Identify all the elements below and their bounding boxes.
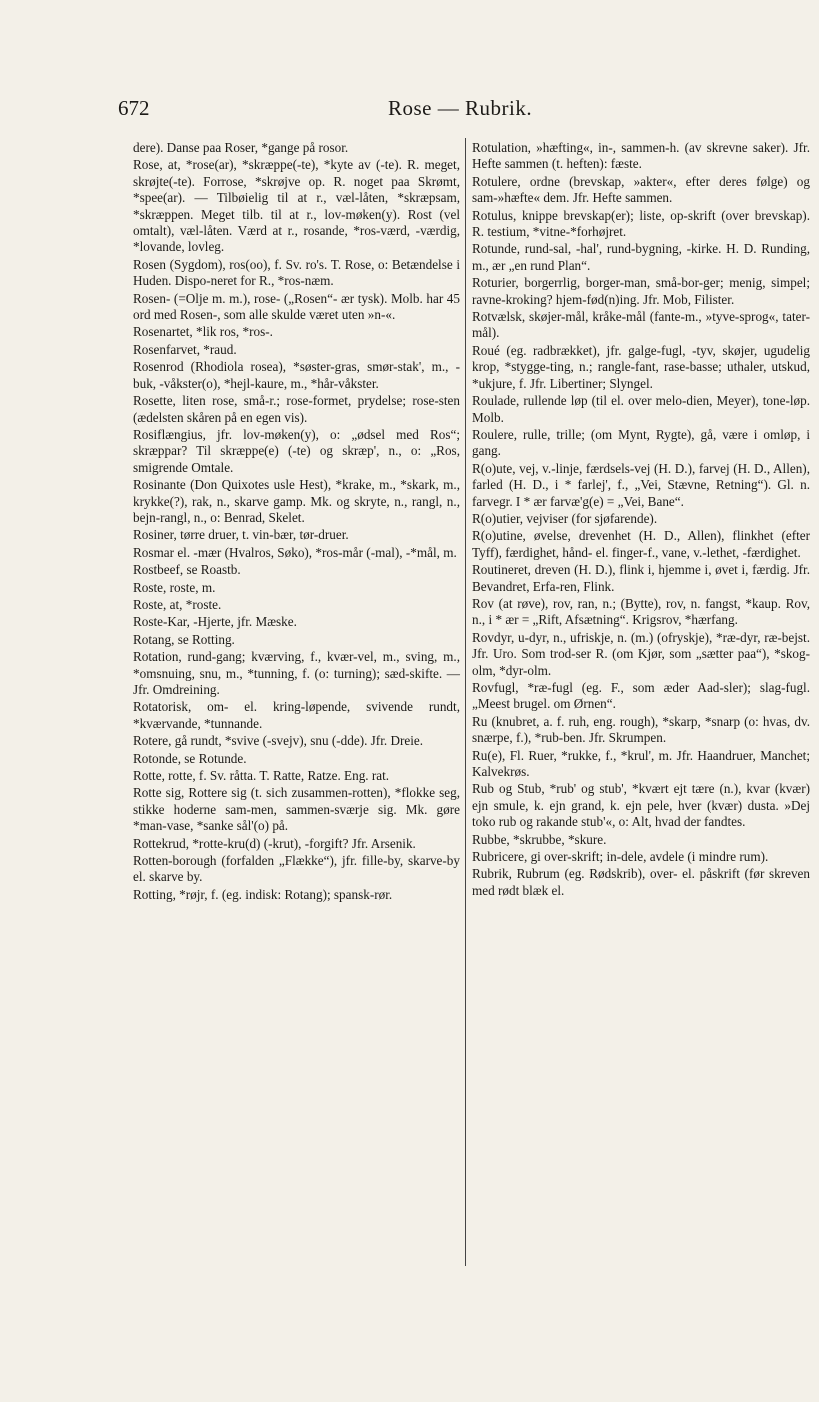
dictionary-entry: Rub og Stub, *rub' og stub', *kvært ejt tære (n.), kvar (kvær) ejn smule, k. ejn grand, k. ejn pele, hver (kvær) dusta. »Dej toko rub og rakande stub'«, o: Alt, hvad der fandtes. xyxy=(472,781,810,830)
dictionary-entry: Rotulation, »hæfting«, in-, sammen-h. (av skrevne saker). Jfr. Hefte sammen (t. heften): fæste. xyxy=(472,140,810,172)
dictionary-entry: Rottekrud, *rotte-kru(d) (-krut), -forgift? Jfr. Arsenik. xyxy=(133,835,416,851)
dictionary-entry: Rov (at røve), rov, ran, n.; (Bytte), rov, n. fangst, *kaup. Rov, n., i * ær = „Rift, Afsætning“. Krigsrov, *hærfang. xyxy=(472,595,810,628)
dictionary-entry: Rotation, rund-gang; kværving, f., kvær-vel, m., sving, m., *omsnuing, snu, m., *tunning, f. (o: turning); sæd-skifte. — Jfr. Omdreining. xyxy=(133,649,460,697)
dictionary-entry: Rotting, *røjr, f. (eg. indisk: Rotang); spansk-rør. xyxy=(133,886,393,902)
page-header xyxy=(118,96,759,126)
dictionary-entry: Rosiflængius, jfr. lov-møken(y), o: „ødsel med Ros“; skræppar? Til skræppe(e) (-te) og skræp', n., o: „Ros, smigrende Omtale. xyxy=(133,426,460,475)
dictionary-entry: Rotulere, ordne (brevskap, »akter«, efter deres følge) og sam-»hæfte« dem. Jfr. Hefte sammen. xyxy=(472,173,810,206)
dictionary-entry: Rose, at, *rose(ar), *skræppe(-te), *kyte av (-te). R. meget, skrøjte(-te). Forrose, *skrøjve op. R. noget paa Skrømt, *spee(ar). — Tilbøielig til at r., væl-låten, *skræpsam, *skræppen. Meget tilb. til at r., lov-møken(y). Rost (vel omtalt), væl-låten. Værd at r., rosande, *ros-værd, -værdig, *lovande, lovleg. xyxy=(133,157,460,255)
dictionary-entry: Rotatorisk, om- el. kring-løpende, svivende rundt, *kværvande, *tunnande. xyxy=(133,699,460,731)
dictionary-entry: Rosenrod (Rhodiola rosea), *søster-gras, smør-stak', m., -buk, -våkster(o), *hejl-kaure, m., *hår-våkster. xyxy=(133,359,460,391)
dictionary-entry: Roulere, rulle, trille; (om Mynt, Rygte), gå, være i omløp, i gang. xyxy=(472,426,810,459)
dictionary-entry: Rotere, gå rundt, *svive (-svejv), snu (-dde). Jfr. Dreie. xyxy=(133,733,424,749)
dictionary-entry: Rotunde, rund-sal, -hal', rund-bygning, -kirke. H. D. Runding, m., ær „en rund Plan“. xyxy=(472,241,810,273)
dictionary-entry: R(o)utine, øvelse, drevenhet (H. D., Allen), flinkhet (efter Tyff), færdighet, hånd- el. finger-f., vane, v.-lethet, -færdighet. xyxy=(472,528,810,560)
dictionary-entry: Rubricere, gi over-skrift; in-dele, avdele (i mindre rum). xyxy=(472,849,769,865)
dictionary-entry: Rostbeef, se Roastb. xyxy=(133,562,241,578)
dictionary-entry: Rotonde, se Rotunde. xyxy=(133,750,247,766)
dictionary-entry: Roste, at, *roste. xyxy=(133,596,222,612)
dictionary-entry: Rosinante (Don Quixotes usle Hest), *krake, m., *skark, m., krykke(?), rak, n., skarve gamp. Mk. og skryte, n., rangl, n., bejn-rangl, n., o: Benrad, Skelet. xyxy=(133,477,460,525)
dictionary-entry: Rotte sig, Rottere sig (t. sich zusammen-rotten), *flokke seg, stikke hoderne sam-men, sammen-sværje sig. Mk. gøre *man-vase, *sanke sål'(o) på. xyxy=(133,785,460,834)
dictionary-entry: Ru (knubret, a. f. ruh, eng. rough), *skarp, *snarp (o: hvas, dv. snærpe, f.), *rub-ben. Jfr. Skrumpen. xyxy=(472,713,810,746)
dictionary-entry: Rosenfarvet, *raud. xyxy=(133,341,237,357)
dictionary-entry: Rosiner, tørre druer, t. vin-bær, tør-druer. xyxy=(133,527,349,543)
dictionary-entry: Rotte, rotte, f. Sv. råtta. T. Ratte, Ratze. Eng. rat. xyxy=(133,768,390,784)
right-column xyxy=(472,140,810,899)
dictionary-entry: Ru(e), Fl. Ruer, *rukke, f., *krul', m. Jfr. Haandruer, Manchet; Kalvekrøs. xyxy=(472,747,810,780)
dictionary-entry: Roturier, borgerrlig, borger-man, små-bor-ger; menig, simpel; ravne-kroking? hjem-fød(n)ing. Jfr. Mob, Filister. xyxy=(472,275,810,307)
dictionary-entry: Rotulus, knippe brevskap(er); liste, op-skrift (over brevskap). R. testium, *vitne-*forhøjret. xyxy=(472,207,810,240)
running-title: Rose — Rubrik. xyxy=(388,96,533,120)
dictionary-entry: Rosen- (=Olje m. m.), rose- („Rosen“- ær tysk). Molb. har 45 ord med Rosen-, som alle skulde været uten »n-«. xyxy=(133,290,460,323)
dictionary-entry: Roulade, rullende løp (til el. over melo-dien, Meyer), tone-løp. Molb. xyxy=(472,393,810,425)
dictionary-entry: Rubrik, Rubrum (eg. Rødskrib), over- el. påskrift (før skreven med rødt blæk el. xyxy=(472,866,810,898)
column-divider xyxy=(465,138,466,1266)
dictionary-entry: Rovdyr, u-dyr, n., ufriskje, n. (m.) (ofryskje), *ræ-dyr, ræ-bejst. Jfr. Uro. Som trod-ser R. (om Kjør, som „sætter paa“), *skog-olm, *dyr-olm. xyxy=(472,629,810,678)
dictionary-entry: Rosette, liten rose, små-r.; rose-formet, prydelse; rose-sten (ædelsten skåren på en egen vis). xyxy=(133,393,460,425)
dictionary-entry: Rovfugl, *ræ-fugl (eg. F., som æder Aad-sler); slag-fugl. „Meest brugel. om Ørnen“. xyxy=(472,680,810,712)
left-column xyxy=(133,140,460,903)
dictionary-entry: Rosmar el. -mær (Hvalros, Søko), *ros-mår (-mal), -*mål, m. xyxy=(133,544,457,560)
dictionary-entry: Roué (eg. radbrækket), jfr. galge-fugl, -tyv, skøjer, ugudelig krop, *stygge-ting, n.; rangle-fant, rase-basse; uthaler, utskud, *ukjure, f. Jfr. Libertiner; Slyngel. xyxy=(472,342,810,391)
dictionary-entry: R(o)utier, vejviser (for sjøfarende). xyxy=(472,510,658,526)
dictionary-entry: Roste, roste, m. xyxy=(133,579,216,595)
dictionary-entry: Rotvælsk, skøjer-mål, kråke-mål (fante-m., »tyve-sprog«, tater-mål). xyxy=(472,309,810,341)
dictionary-entry: Rubbe, *skrubbe, *skure. xyxy=(472,831,607,847)
page-number: 672 xyxy=(118,96,150,120)
dictionary-entry: R(o)ute, vej, v.-linje, færdsels-vej (H. D.), farvej (H. D., Allen), farled (H. D., i * farlej', f., „Vei, Stævne, Retning“). Gl. n. farvegr. I * ær farvæ'g(e) = „Vei, Bane“. xyxy=(472,460,810,509)
dictionary-entry: Rosen (Sygdom), ros(oo), f. Sv. ro's. T. Rose, o: Betændelse i Huden. Dispo-neret for R., *ros-næm. xyxy=(133,256,460,289)
dictionary-entry: Rosenartet, *lik ros, *ros-. xyxy=(133,324,273,340)
dictionary-entry: Rotang, se Rotting. xyxy=(133,631,235,647)
dictionary-entry: Rotten-borough (forfalden „Flække“), jfr. fille-by, skarve-by el. skarve by. xyxy=(133,853,460,885)
dictionary-entry: Routineret, dreven (H. D.), flink i, hjemme i, øvet i, færdig. Jfr. Bevandret, Erfa-ren, Flink. xyxy=(472,562,810,594)
dictionary-entry: dere). Danse paa Roser, *gange på rosor. xyxy=(133,140,349,155)
dictionary-entry: Roste-Kar, -Hjerte, jfr. Mæske. xyxy=(133,614,297,630)
